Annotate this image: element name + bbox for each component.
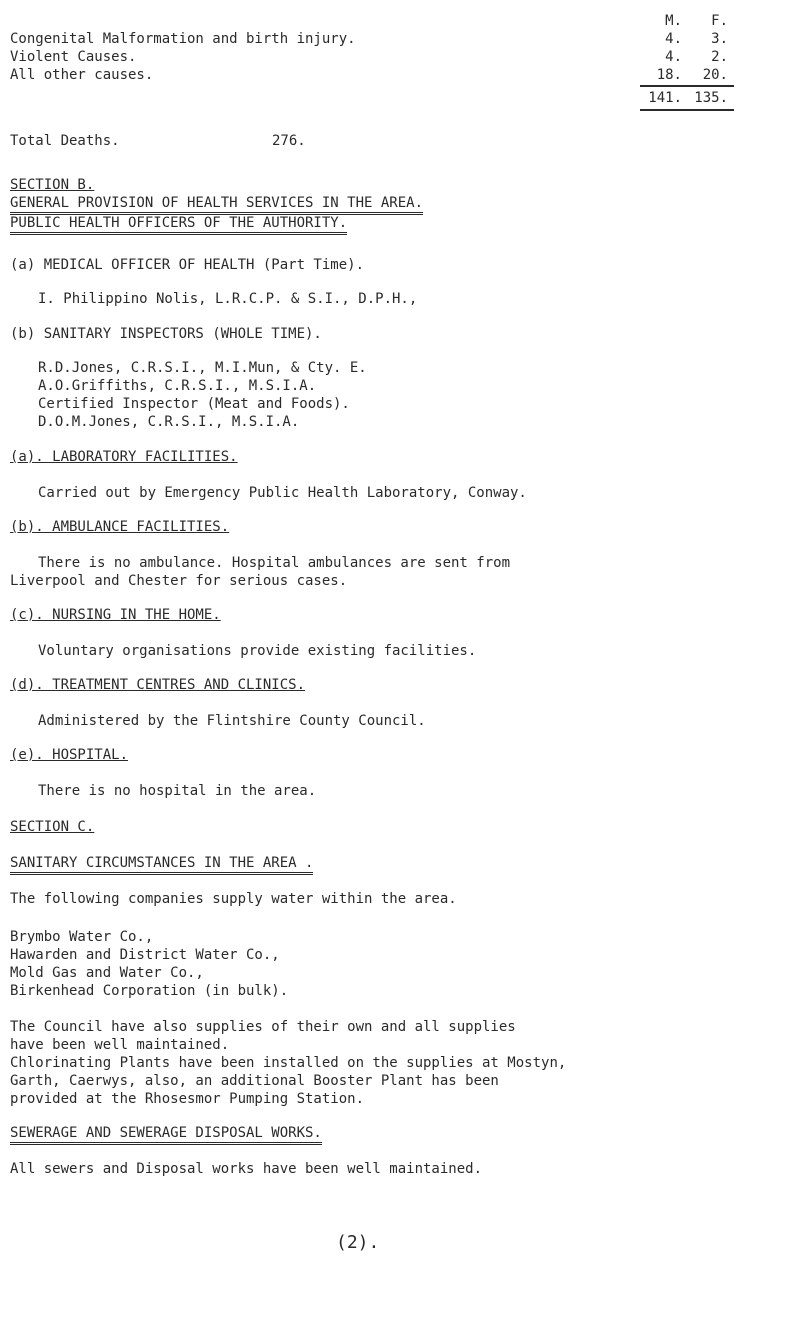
section-b-title: GENERAL PROVISION OF HEALTH SERVICES IN THE AREA. bbox=[10, 194, 423, 215]
total-rule bbox=[640, 109, 734, 111]
water-company: Brymbo Water Co., bbox=[10, 929, 154, 945]
nursing-heading: (c). NURSING IN THE HOME. bbox=[10, 607, 221, 623]
inspector-line: R.D.Jones, C.R.S.I., M.I.Mun, & Cty. E. bbox=[38, 360, 367, 376]
treatment-heading: (d). TREATMENT CENTRES AND CLINICS. bbox=[10, 677, 306, 693]
row-value-congenital-m: 4. bbox=[665, 31, 682, 47]
water-company: Hawarden and District Water Co., bbox=[10, 947, 280, 963]
col-header-male: M. bbox=[665, 13, 682, 29]
inspector-line: A.O.Griffiths, C.R.S.I., M.S.I.A. bbox=[38, 378, 317, 394]
sewerage-text: All sewers and Disposal works have been well maintained. bbox=[10, 1161, 483, 1177]
water-paragraph-line: have been well maintained. bbox=[10, 1037, 230, 1053]
total-deaths-label: Total Deaths. bbox=[10, 133, 120, 149]
col-header-female: F. bbox=[711, 13, 728, 29]
total-deaths-value: 276. bbox=[272, 133, 306, 149]
section-c-heading: SECTION C. bbox=[10, 819, 95, 835]
ambulance-text: Liverpool and Chester for serious cases. bbox=[10, 573, 348, 589]
ambulance-heading: (b). AMBULANCE FACILITIES. bbox=[10, 519, 230, 535]
total-female: 135. bbox=[694, 90, 728, 106]
hospital-heading: (e). HOSPITAL. bbox=[10, 747, 129, 763]
row-label-violent: Violent Causes. bbox=[10, 49, 137, 65]
row-value-congenital-f: 3. bbox=[711, 31, 728, 47]
ambulance-text: There is no ambulance. Hospital ambulances are sent from bbox=[38, 555, 511, 571]
page-number: (2). bbox=[336, 1232, 380, 1253]
moh-heading: (a) MEDICAL OFFICER OF HEALTH (Part Time). bbox=[10, 257, 365, 273]
inspector-line: D.O.M.Jones, C.R.S.I., M.S.I.A. bbox=[38, 414, 300, 430]
row-label-congenital: Congenital Malformation and birth injury. bbox=[10, 31, 356, 47]
laboratory-heading: (a). LABORATORY FACILITIES. bbox=[10, 449, 238, 465]
sewerage-heading: SEWERAGE AND SEWERAGE DISPOSAL WORKS. bbox=[10, 1124, 322, 1145]
treatment-text: Administered by the Flintshire County Council. bbox=[38, 713, 426, 729]
hospital-text: There is no hospital in the area. bbox=[38, 783, 317, 799]
sanitary-inspectors-heading: (b) SANITARY INSPECTORS (WHOLE TIME). bbox=[10, 326, 322, 342]
row-value-other-m: 18. bbox=[656, 67, 682, 83]
subtotal-rule bbox=[640, 85, 734, 87]
water-paragraph-line: The Council have also supplies of their own and all supplies bbox=[10, 1019, 516, 1035]
laboratory-text: Carried out by Emergency Public Health Laboratory, Conway. bbox=[38, 485, 527, 501]
section-b-subtitle: PUBLIC HEALTH OFFICERS OF THE AUTHORITY. bbox=[10, 214, 347, 235]
water-paragraph-line: Chlorinating Plants have been installed on the supplies at Mostyn, bbox=[10, 1055, 567, 1071]
row-value-violent-m: 4. bbox=[665, 49, 682, 65]
water-company: Mold Gas and Water Co., bbox=[10, 965, 204, 981]
moh-name: I. Philippino Nolis, L.R.C.P. & S.I., D.P.H., bbox=[38, 291, 418, 307]
row-value-violent-f: 2. bbox=[711, 49, 728, 65]
water-intro: The following companies supply water within the area. bbox=[10, 891, 457, 907]
row-value-other-f: 20. bbox=[702, 67, 728, 83]
water-paragraph-line: Garth, Caerwys, also, an additional Booster Plant has been bbox=[10, 1073, 499, 1089]
nursing-text: Voluntary organisations provide existing facilities. bbox=[38, 643, 477, 659]
total-male: 141. bbox=[648, 90, 682, 106]
water-company: Birkenhead Corporation (in bulk). bbox=[10, 983, 289, 999]
inspector-line: Certified Inspector (Meat and Foods). bbox=[38, 396, 350, 412]
section-c-title: SANITARY CIRCUMSTANCES IN THE AREA . bbox=[10, 854, 313, 875]
section-b-heading: SECTION B. bbox=[10, 177, 95, 193]
row-label-other: All other causes. bbox=[10, 67, 154, 83]
water-paragraph-line: provided at the Rhosesmor Pumping Station. bbox=[10, 1091, 365, 1107]
